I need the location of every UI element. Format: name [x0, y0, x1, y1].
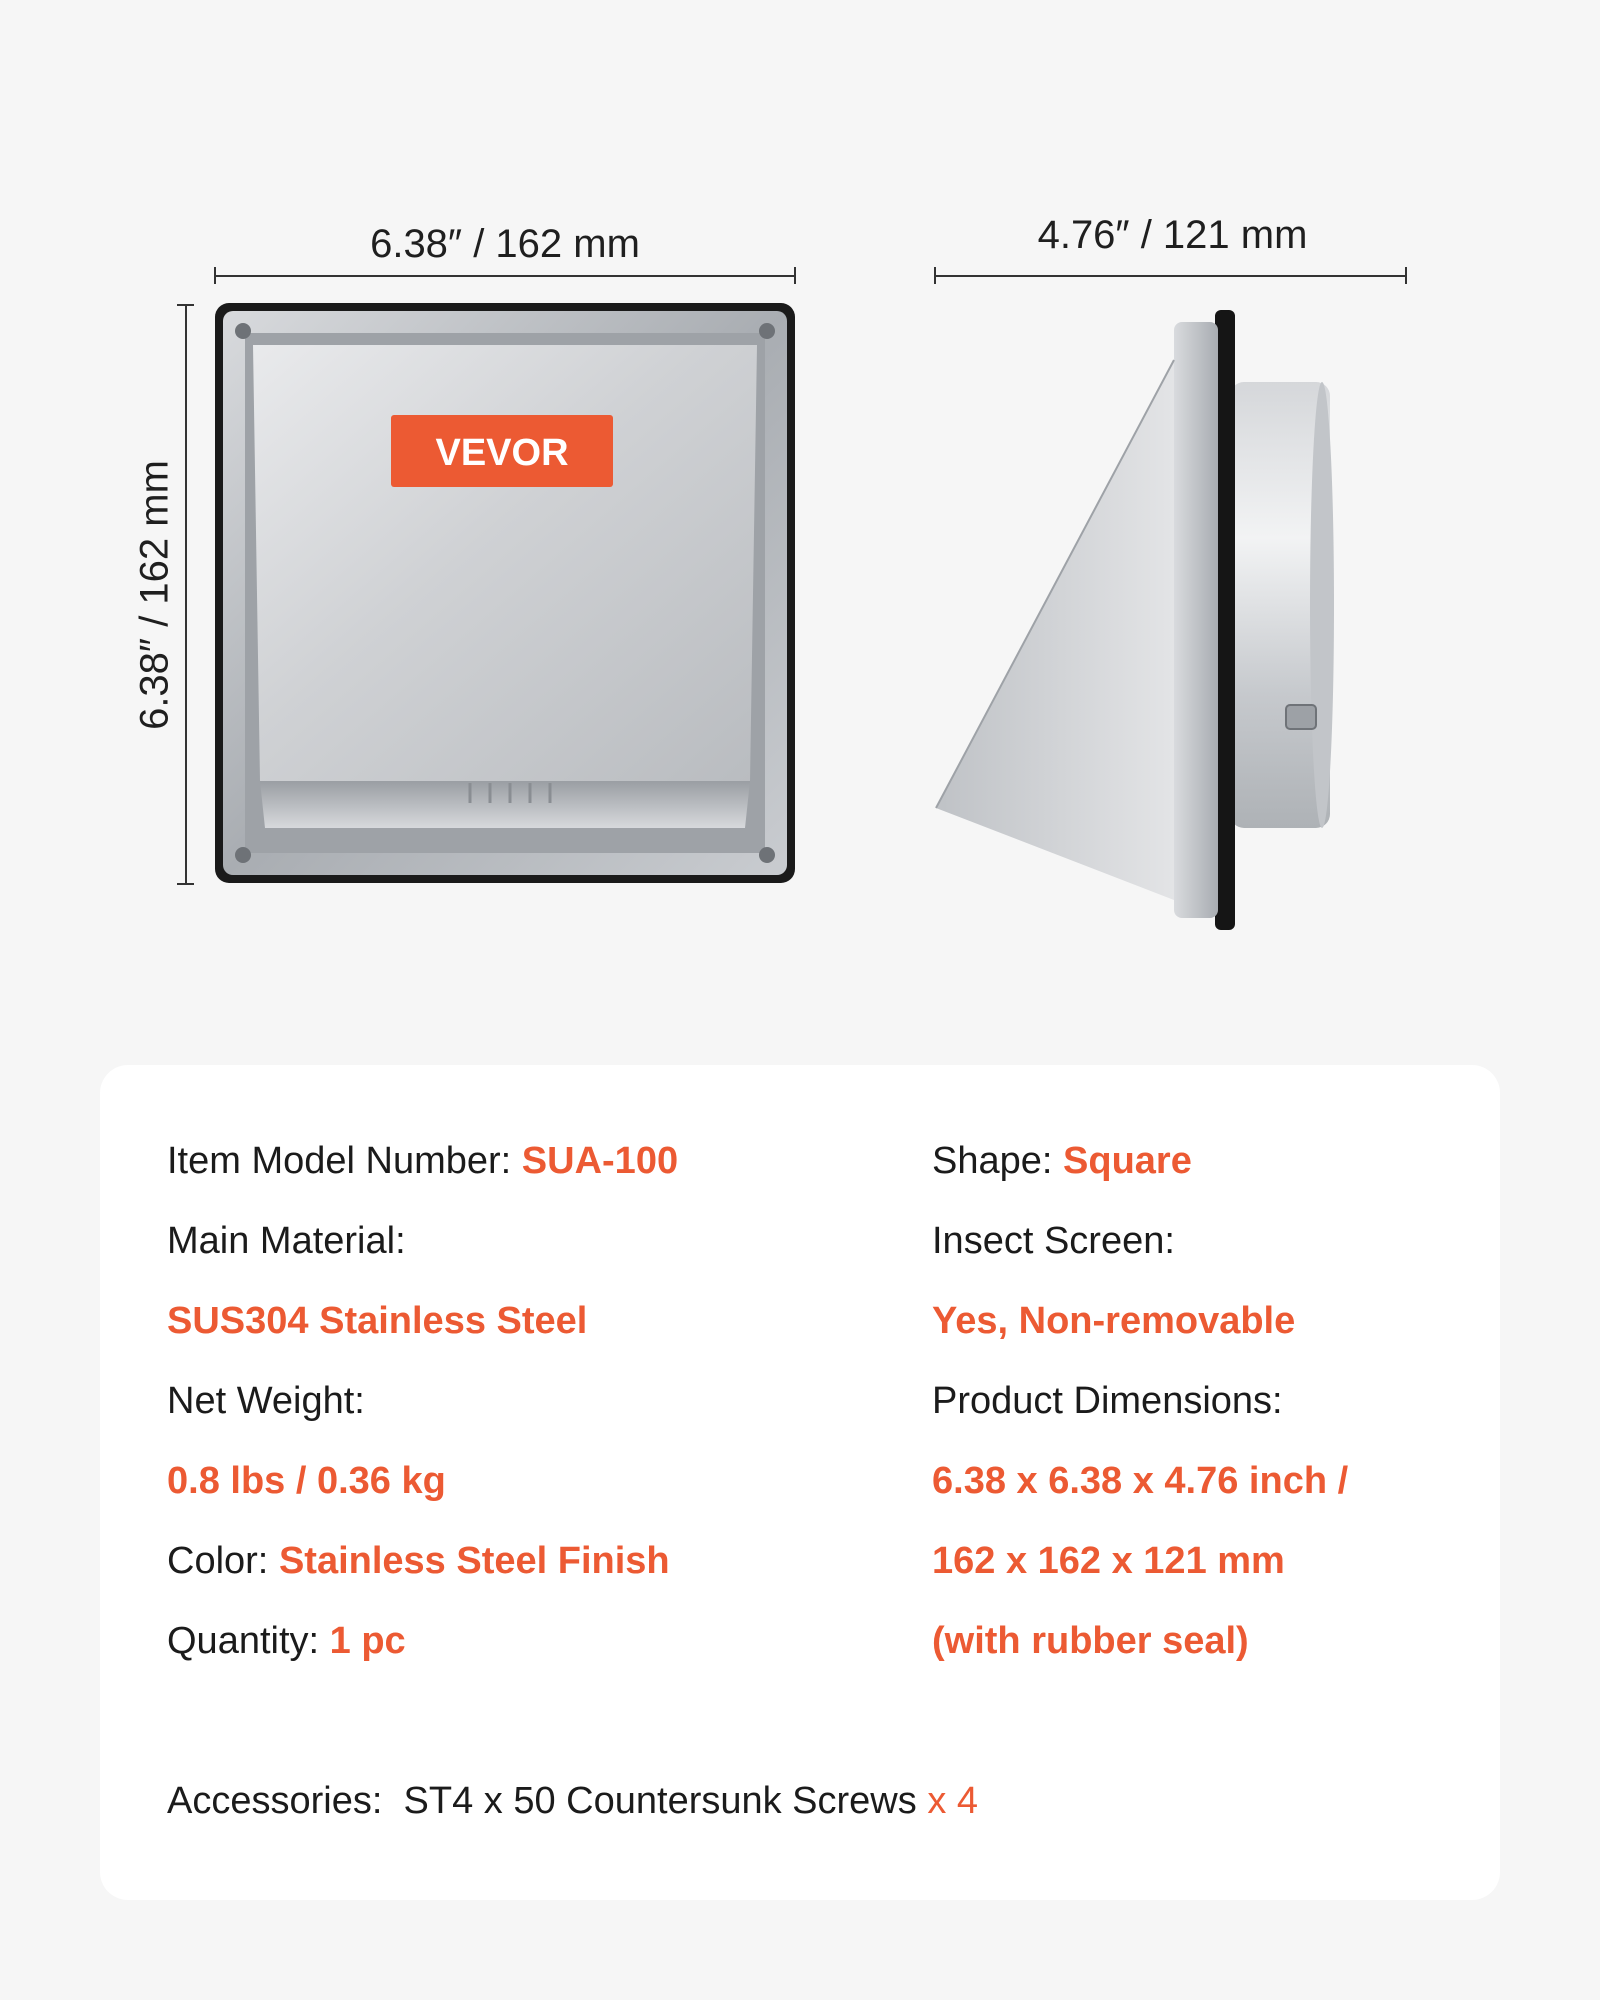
- vent-front-view-image: [215, 303, 795, 883]
- front-height-tick-top: [177, 304, 194, 306]
- spec-model-value: SUA-100: [521, 1140, 679, 1182]
- spec-weight-label: Net Weight:: [167, 1380, 365, 1422]
- front-width-tick-left: [214, 267, 216, 284]
- spec-dimensions-value-3: (with rubber seal): [932, 1620, 1249, 1662]
- side-depth-line: [935, 275, 1407, 277]
- spec-color: [167, 1540, 670, 1583]
- spec-screen-value: Yes, Non-removable: [932, 1300, 1296, 1342]
- vevor-logo-text: VEVOR: [435, 432, 569, 474]
- spec-shape: [932, 1140, 1192, 1183]
- spec-shape-value: Square: [1063, 1140, 1192, 1182]
- spec-dimensions-label: Product Dimensions:: [932, 1380, 1283, 1422]
- spec-shape-label: Shape:: [932, 1140, 1053, 1182]
- spec-accessories-value: ST4 x 50 Countersunk Screws: [403, 1780, 917, 1822]
- spec-model: [167, 1140, 678, 1183]
- spec-color-value: Stainless Steel Finish: [278, 1540, 670, 1582]
- spec-dimensions-value-1: 6.38 x 6.38 x 4.76 inch /: [932, 1460, 1349, 1502]
- spec-model-label: Item Model Number:: [167, 1140, 512, 1182]
- spec-weight-value: 0.8 lbs / 0.36 kg: [167, 1460, 446, 1502]
- spec-material-value: SUS304 Stainless Steel: [167, 1300, 588, 1342]
- side-depth-tick-left: [934, 267, 936, 284]
- spec-accessories-label: Accessories:: [167, 1780, 383, 1822]
- spec-accessories: [167, 1780, 978, 1823]
- front-width-tick-right: [794, 267, 796, 284]
- front-height-label: 6.38″ / 162 mm: [132, 460, 177, 730]
- spec-quantity-value: 1 pc: [329, 1620, 406, 1662]
- spec-dimensions-value-2: 162 x 162 x 121 mm: [932, 1540, 1285, 1582]
- spec-color-label: Color:: [167, 1540, 269, 1582]
- side-depth-label: 4.76″ / 121 mm: [1037, 213, 1308, 257]
- spec-quantity: [167, 1620, 406, 1663]
- front-width-line: [215, 275, 795, 277]
- side-depth-tick-right: [1405, 267, 1407, 284]
- front-width-label: 6.38″ / 162 mm: [370, 222, 640, 266]
- front-height-tick-bottom: [177, 883, 194, 885]
- spec-screen-label: Insect Screen:: [932, 1220, 1175, 1262]
- spec-accessories-qty: x 4: [927, 1780, 979, 1822]
- spec-quantity-label: Quantity:: [167, 1620, 320, 1662]
- vent-side-view-image: [930, 300, 1410, 940]
- front-height-line: [185, 305, 187, 885]
- specs-card: [100, 1065, 1500, 1900]
- spec-material-label: Main Material:: [167, 1220, 406, 1262]
